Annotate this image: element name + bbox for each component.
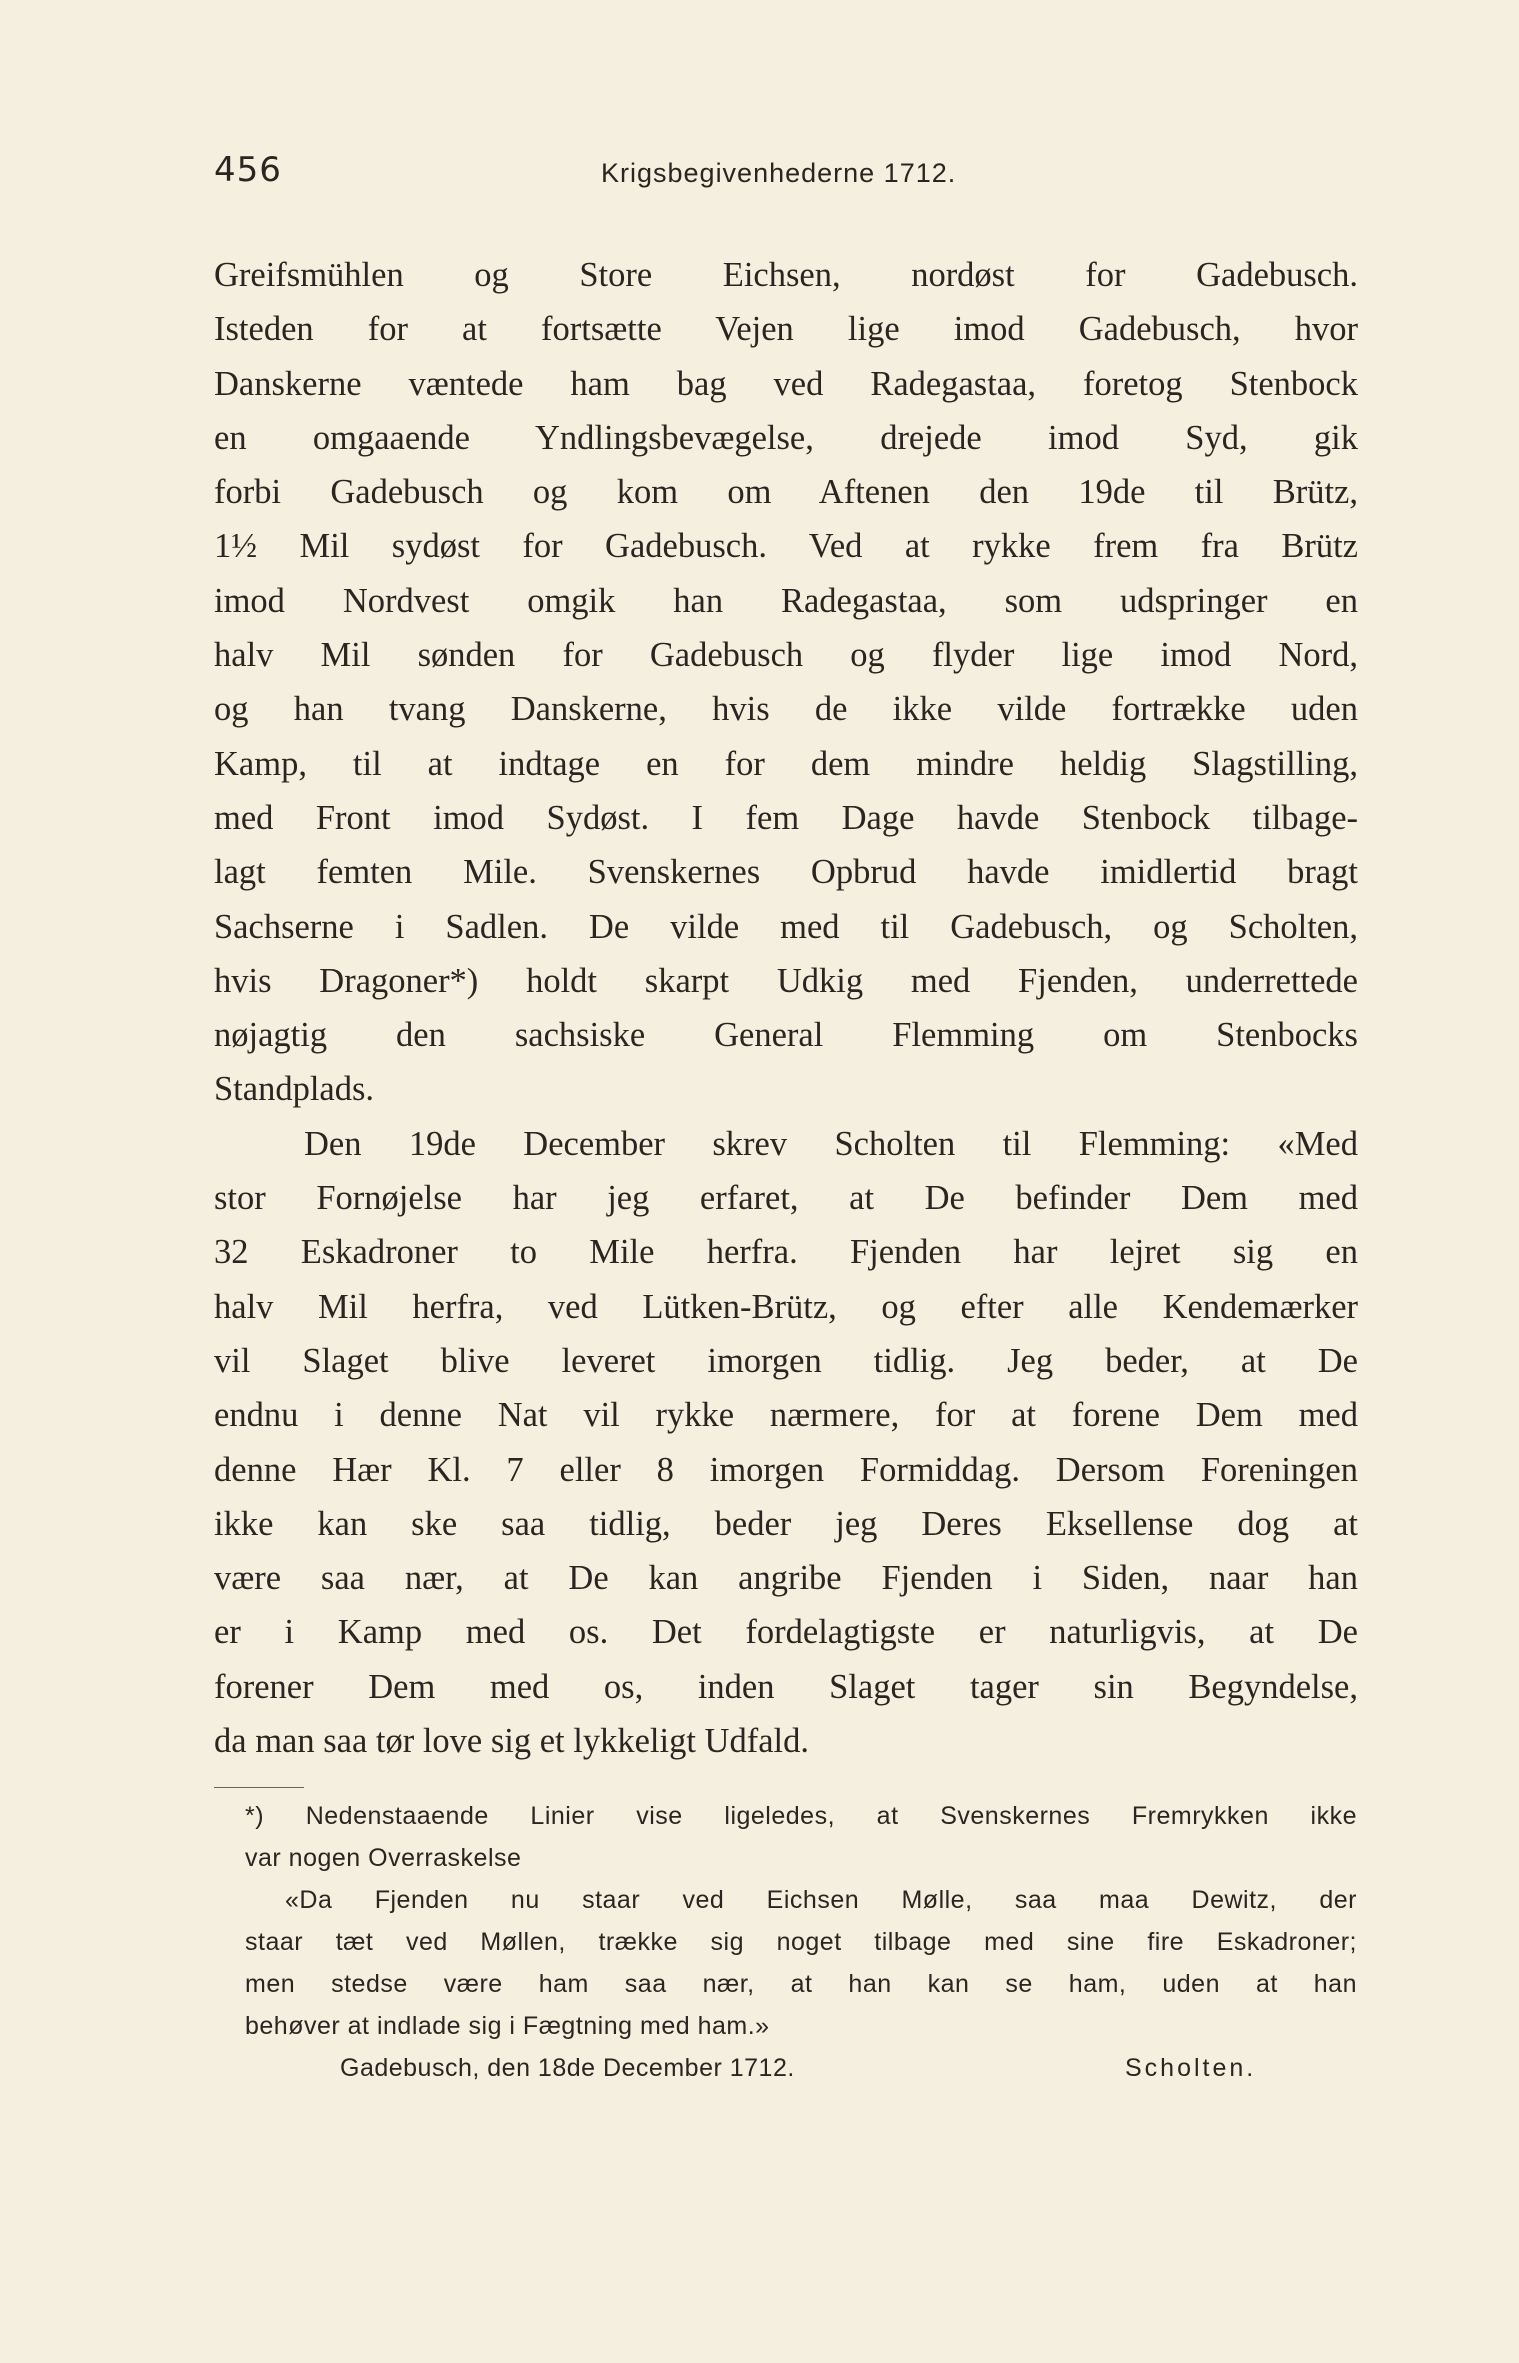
footnote-signature-line (245, 2047, 1357, 2089)
text-line: ikke kan ske saa tidlig, beder jeg Deres Eksellense dog at (214, 1504, 1358, 1543)
footnote-signature: Scholten. (1125, 2054, 1257, 2082)
text-line: lagt femten Mile. Svenskernes Opbrud havde imidlertid bragt (214, 853, 1358, 892)
text-line: en omgaaende Yndlingsbevægelse, drejede imod Syd, gik (214, 418, 1358, 457)
text-line: Sachserne i Sadlen. De vilde med til Gadebusch, og Scholten, (214, 907, 1358, 946)
text-line: hvis Dragoner*) holdt skarpt Udkig med Fjenden, underrettede (214, 961, 1358, 1000)
body-text (214, 248, 1358, 1768)
text-line: denne Hær Kl. 7 eller 8 imorgen Formiddag. Dersom Foreningen (214, 1450, 1358, 1489)
text-line: nøjagtig den sachsiske General Flemming om Stenbocks (214, 1016, 1358, 1055)
page-number: 456 (214, 150, 282, 190)
footnote-quote-line: behøver at indlade sig i Fægtning med ham.» (245, 2012, 770, 2040)
text-line: Standplads. (214, 1070, 375, 1109)
page-header (214, 150, 1364, 200)
footnote-quote-line: men stedse være ham saa nær, at han kan se ham, uden at han (245, 1970, 1357, 1998)
footnote (245, 1795, 1357, 2089)
text-line: og han tvang Danskerne, hvis de ikke vilde fortrække uden (214, 690, 1358, 729)
text-line: Danskerne væntede ham bag ved Radegastaa, foretog Stenbock (214, 364, 1358, 403)
text-line: halv Mil sønden for Gadebusch og flyder lige imod Nord, (214, 636, 1358, 675)
text-line: Isteden for at fortsætte Vejen lige imod Gadebusch, hvor (214, 310, 1358, 349)
text-line: 32 Eskadroner to Mile herfra. Fjenden har lejret sig en (214, 1233, 1358, 1272)
text-line: være saa nær, at De kan angribe Fjenden i Siden, naar han (214, 1559, 1358, 1598)
text-line: med Front imod Sydøst. I fem Dage havde Stenbock tilbage- (214, 798, 1358, 837)
footnote-place-date: Gadebusch, den 18de December 1712. (340, 2054, 795, 2082)
text-line: da man saa tør love sig et lykkeligt Udfald. (214, 1722, 809, 1761)
text-line: stor Fornøjelse har jeg erfaret, at De befinder Dem med (214, 1179, 1358, 1218)
footnote-divider (214, 1787, 304, 1788)
text-line: imod Nordvest omgik han Radegastaa, som udspringer en (214, 581, 1358, 620)
text-line: Den 19de December skrev Scholten til Flemming: «Med (304, 1124, 1358, 1163)
text-line: forbi Gadebusch og kom om Aftenen den 19de til Brütz, (214, 473, 1358, 512)
text-line: er i Kamp med os. Det fordelagtigste er naturligvis, at De (214, 1613, 1358, 1652)
footnote-line: var nogen Overraskelse (245, 1844, 522, 1872)
footnote-quote-line: «Da Fjenden nu staar ved Eichsen Mølle, saa maa Dewitz, der (285, 1886, 1357, 1914)
text-line: halv Mil herfra, ved Lütken-Brütz, og efter alle Kendemærker (214, 1287, 1358, 1326)
running-title: Krigsbegivenhederne 1712. (601, 158, 957, 188)
text-line: Kamp, til at indtage en for dem mindre heldig Slagstilling, (214, 744, 1358, 783)
text-line: forener Dem med os, inden Slaget tager sin Begyndelse, (214, 1667, 1358, 1706)
text-line: 1½ Mil sydøst for Gadebusch. Ved at rykke frem fra Brütz (214, 527, 1358, 566)
footnote-quote-line: staar tæt ved Møllen, trække sig noget tilbage med sine fire Eskadroner; (245, 1928, 1357, 1956)
text-line: vil Slaget blive leveret imorgen tidlig. Jeg beder, at De (214, 1341, 1358, 1380)
text-line: Greifsmühlen og Store Eichsen, nordøst for Gadebusch. (214, 256, 1358, 294)
text-line: endnu i denne Nat vil rykke nærmere, for at forene Dem med (214, 1396, 1358, 1435)
footnote-line: *) Nedenstaaende Linier vise ligeledes, at Svenskernes Fremrykken ikke (245, 1802, 1357, 1830)
